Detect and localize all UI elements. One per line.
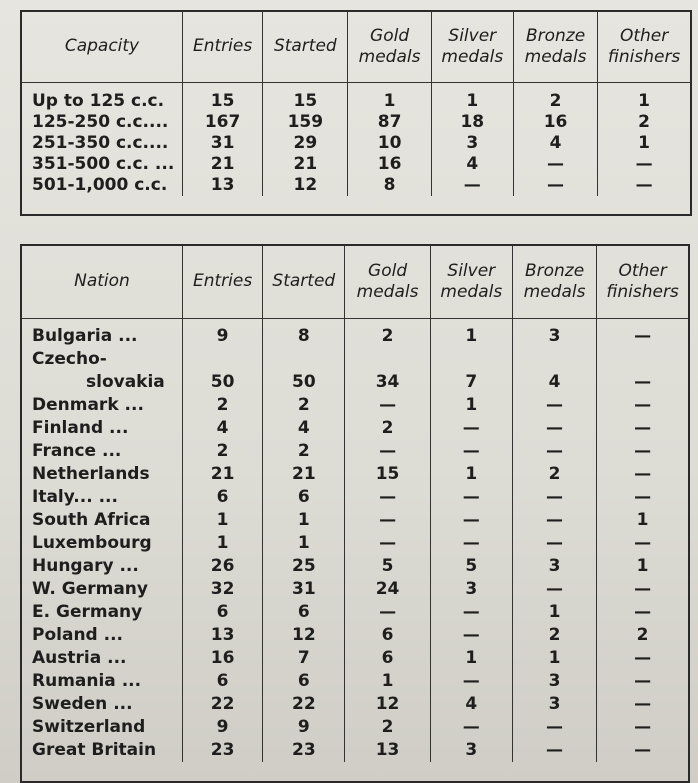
table-cell: 13 [182, 175, 262, 196]
table-cell: 22 [182, 693, 262, 716]
table-cell: 50 [182, 371, 262, 394]
table-cell: 9 [182, 318, 262, 348]
row-label: Sweden ... [32, 693, 133, 714]
table-cell: 5 [430, 555, 512, 578]
row-label: Finland ... [32, 417, 129, 438]
table-cell: 18 [431, 112, 513, 133]
table-cell: 31 [263, 578, 345, 601]
row-label: Netherlands [32, 463, 150, 484]
table-cell: 3 [512, 318, 596, 348]
row-label: Poland ... [32, 624, 124, 645]
table-cell: 12 [263, 624, 345, 647]
table-cell: 1 [182, 532, 262, 555]
column-header: Silver medals [430, 246, 512, 318]
table-cell: 2 [512, 463, 596, 486]
row-label: 251-350 c.c.... [32, 132, 169, 153]
table-cell: 4 [431, 154, 513, 175]
table-cell: — [597, 371, 688, 394]
table-cell: — [430, 440, 512, 463]
table-row [22, 82, 690, 112]
table-row [22, 532, 688, 555]
row-label: 351-500 c.c. ... [32, 153, 175, 174]
table-cell: 25 [263, 555, 345, 578]
table-row [22, 440, 688, 463]
table-cell: — [598, 154, 690, 175]
table-row [22, 318, 688, 348]
table-cell: 6 [182, 601, 262, 624]
table-cell: 34 [345, 371, 430, 394]
table-cell: — [597, 440, 688, 463]
table-cell: 24 [345, 578, 430, 601]
table-cell: — [597, 532, 688, 555]
table-cell: — [512, 486, 596, 509]
column-header: Nation [22, 246, 182, 318]
table-cell: 15 [182, 82, 262, 112]
row-label: Hungary ... [32, 555, 139, 576]
table-row [22, 371, 688, 394]
table-row [22, 154, 690, 175]
table-cell: 1 [431, 82, 513, 112]
table-row [22, 601, 688, 624]
table-cell: 26 [182, 555, 262, 578]
table-cell: 21 [263, 463, 345, 486]
table-row [22, 578, 688, 601]
table-cell: — [597, 601, 688, 624]
row-label: E. Germany [32, 601, 143, 622]
table-cell: — [597, 394, 688, 417]
capacity-body [22, 82, 690, 196]
table-cell: — [597, 647, 688, 670]
table-cell: 6 [263, 601, 345, 624]
table-cell [182, 348, 262, 371]
table-cell: 1 [263, 532, 345, 555]
table-cell: 7 [430, 371, 512, 394]
table-cell [263, 348, 345, 371]
table-cell: 2 [263, 394, 345, 417]
table-cell: 32 [182, 578, 262, 601]
table-cell: 15 [345, 463, 430, 486]
column-header: Started [263, 246, 345, 318]
table-cell: 15 [263, 82, 348, 112]
row-label: 501-1,000 c.c. [32, 174, 168, 195]
table-cell: 1 [598, 133, 690, 154]
table-cell: 5 [345, 555, 430, 578]
row-label: Switzerland [32, 716, 146, 737]
table-row [22, 175, 690, 196]
table-cell: 167 [182, 112, 262, 133]
table-cell: 22 [263, 693, 345, 716]
table-cell: 13 [182, 624, 262, 647]
table-cell: 4 [512, 371, 596, 394]
table-cell: 29 [263, 133, 348, 154]
table-cell: 7 [263, 647, 345, 670]
table-cell: — [345, 440, 430, 463]
table-cell: 8 [348, 175, 431, 196]
table-cell: 16 [182, 647, 262, 670]
table-cell: 2 [512, 624, 596, 647]
table-cell: 4 [182, 417, 262, 440]
table-cell: 2 [598, 112, 690, 133]
table-cell: 31 [182, 133, 262, 154]
table-cell: 12 [263, 175, 348, 196]
table-cell: 1 [598, 82, 690, 112]
table-cell: — [597, 670, 688, 693]
row-label: Czecho- [32, 348, 107, 369]
table-cell: 1 [597, 509, 688, 532]
table-cell: — [512, 739, 596, 762]
table-cell: 3 [430, 578, 512, 601]
table-cell: 6 [182, 486, 262, 509]
table-cell: — [512, 578, 596, 601]
table-cell: 23 [182, 739, 262, 762]
table-cell: 87 [348, 112, 431, 133]
table-cell: 1 [348, 82, 431, 112]
table-cell: 1 [430, 394, 512, 417]
table-cell: 12 [345, 693, 430, 716]
column-header: Gold medals [348, 12, 431, 82]
row-label: Up to 125 c.c. [32, 90, 165, 111]
table-cell: 6 [263, 670, 345, 693]
table-cell: 2 [345, 716, 430, 739]
table-cell: 50 [263, 371, 345, 394]
table-cell [345, 348, 430, 371]
table-cell: — [513, 154, 597, 175]
table-cell: — [345, 394, 430, 417]
capacity-header-row [22, 12, 690, 82]
table-row [22, 348, 688, 371]
table-cell: — [597, 417, 688, 440]
table-cell: 10 [348, 133, 431, 154]
column-header: Gold medals [345, 246, 430, 318]
table-cell: 2 [263, 440, 345, 463]
row-label: Denmark ... [32, 394, 144, 415]
table-cell: 9 [182, 716, 262, 739]
table-row [22, 739, 688, 762]
row-label: slovakia [86, 371, 165, 392]
table-cell: 16 [513, 112, 597, 133]
table-cell: — [597, 463, 688, 486]
table-cell: — [597, 716, 688, 739]
table-cell: 2 [182, 394, 262, 417]
capacity-table [22, 12, 690, 196]
table-cell: 4 [263, 417, 345, 440]
table-cell: — [597, 486, 688, 509]
row-label: 125-250 c.c.... [32, 111, 169, 132]
table-cell: 6 [182, 670, 262, 693]
table-row [22, 693, 688, 716]
table-cell: 3 [512, 555, 596, 578]
column-header: Other finishers [597, 246, 688, 318]
table-row [22, 112, 690, 133]
table-cell: 2 [182, 440, 262, 463]
table-row [22, 624, 688, 647]
table-cell: 1 [345, 670, 430, 693]
column-header: Bronze medals [513, 12, 597, 82]
table-cell: 3 [431, 133, 513, 154]
table-cell: 1 [430, 463, 512, 486]
row-label: Austria ... [32, 647, 127, 668]
table-cell: — [430, 486, 512, 509]
table-row [22, 670, 688, 693]
table-cell: 1 [512, 601, 596, 624]
table-cell: 2 [345, 318, 430, 348]
table-cell: 1 [182, 509, 262, 532]
table-cell: — [345, 486, 430, 509]
table-cell: 13 [345, 739, 430, 762]
table-cell: — [430, 670, 512, 693]
row-label: South Africa [32, 509, 151, 530]
table-cell: — [430, 716, 512, 739]
table-cell: — [512, 394, 596, 417]
row-label: Italy... ... [32, 486, 118, 507]
row-label: France ... [32, 440, 122, 461]
table-cell: 6 [345, 647, 430, 670]
table-row [22, 133, 690, 154]
table-cell: — [513, 175, 597, 196]
table-cell: 2 [597, 624, 688, 647]
table-cell: 16 [348, 154, 431, 175]
column-header: Entries [182, 246, 262, 318]
row-label: Great Britain [32, 739, 157, 760]
table-row [22, 647, 688, 670]
table-cell: 6 [263, 486, 345, 509]
column-header: Silver medals [431, 12, 513, 82]
table-row [22, 394, 688, 417]
column-header: Capacity [22, 12, 182, 82]
nation-header-row [22, 246, 688, 318]
table-cell [512, 348, 596, 371]
table-cell: 4 [430, 693, 512, 716]
table-cell: — [512, 417, 596, 440]
column-header: Other finishers [598, 12, 690, 82]
table-cell: 1 [597, 555, 688, 578]
table-cell: 6 [345, 624, 430, 647]
table-cell: — [430, 417, 512, 440]
table-cell: 21 [182, 154, 262, 175]
nation-table [22, 246, 688, 762]
table-cell: — [512, 509, 596, 532]
table-cell: 4 [513, 133, 597, 154]
table-cell: — [431, 175, 513, 196]
table-cell: 21 [263, 154, 348, 175]
table-cell: 8 [263, 318, 345, 348]
table-cell: 3 [430, 739, 512, 762]
table-cell: — [597, 693, 688, 716]
table-cell: — [430, 601, 512, 624]
table-cell: 3 [512, 693, 596, 716]
table-row [22, 716, 688, 739]
table-cell: — [345, 532, 430, 555]
table-row [22, 509, 688, 532]
table-cell: 2 [345, 417, 430, 440]
table-row [22, 417, 688, 440]
row-label: Bulgaria ... [32, 325, 138, 346]
table-cell: 23 [263, 739, 345, 762]
table-cell [430, 348, 512, 371]
table-cell: — [430, 624, 512, 647]
table-cell: — [597, 578, 688, 601]
table-cell: 1 [263, 509, 345, 532]
table-cell: — [430, 532, 512, 555]
table-cell: — [430, 509, 512, 532]
table-cell: 9 [263, 716, 345, 739]
table-row [22, 555, 688, 578]
nation-body [22, 318, 688, 762]
table-cell: — [512, 716, 596, 739]
column-header: Bronze medals [512, 246, 596, 318]
table-cell: — [512, 440, 596, 463]
column-header: Entries [182, 12, 262, 82]
row-label: Rumania ... [32, 670, 142, 691]
table-cell: 159 [263, 112, 348, 133]
table-cell: 3 [512, 670, 596, 693]
row-label: W. Germany [32, 578, 148, 599]
table-cell: — [598, 175, 690, 196]
table-cell: 1 [430, 318, 512, 348]
table-cell: — [345, 509, 430, 532]
table-cell: 1 [430, 647, 512, 670]
table-row [22, 486, 688, 509]
table-cell: — [597, 739, 688, 762]
table-cell: — [597, 318, 688, 348]
table-cell [597, 348, 688, 371]
column-header: Started [263, 12, 348, 82]
table-cell: 2 [513, 82, 597, 112]
table-cell: 21 [182, 463, 262, 486]
row-label: Luxembourg [32, 532, 152, 553]
table-cell: — [512, 532, 596, 555]
table-row [22, 463, 688, 486]
table-cell: 1 [512, 647, 596, 670]
table-cell: — [345, 601, 430, 624]
